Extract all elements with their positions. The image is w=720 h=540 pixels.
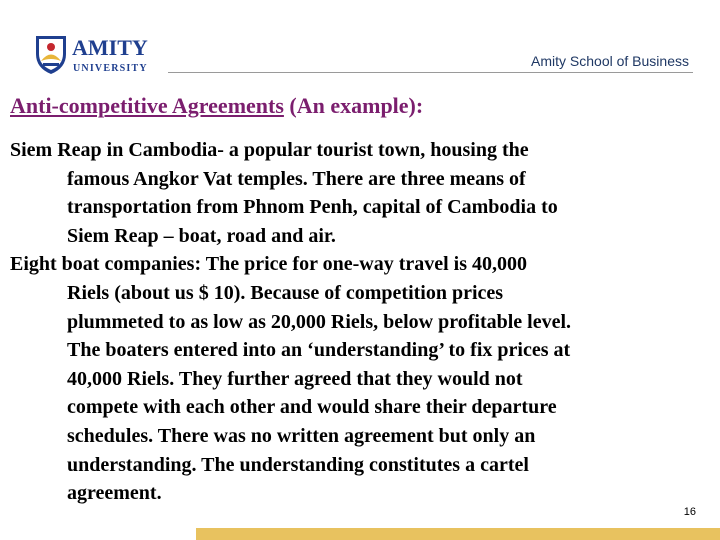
text-line: compete with each other and would share their departure <box>67 396 557 419</box>
text-line: Siem Reap in Cambodia- a popular tourist town, housing the <box>10 139 529 161</box>
text-line: schedules. There was no written agreement but only an <box>67 424 536 447</box>
slide-title-rest: (An example): <box>283 93 424 118</box>
footer-accent-bar <box>196 528 720 540</box>
school-name: Amity School of Business <box>531 53 689 69</box>
header-divider <box>168 72 693 73</box>
logo-wordmark: AMITY <box>72 35 148 60</box>
slide-title <box>10 92 423 120</box>
page-number: 16 <box>683 506 696 518</box>
logo-subtitle: UNIVERSITY <box>73 63 148 74</box>
text-line: Siem Reap – boat, road and air. <box>67 224 336 247</box>
text-line: understanding. The understanding constitutes a cartel <box>67 453 529 476</box>
text-line: agreement. <box>67 482 162 505</box>
paragraph-siem-reap <box>10 136 700 250</box>
amity-university-logo <box>30 30 160 80</box>
slide-body <box>10 136 700 508</box>
slide-title-underlined: Anti-competitive Agreements <box>10 93 284 118</box>
logo-emblem-icon <box>36 36 66 74</box>
paragraph-boat-companies <box>10 250 700 507</box>
text-line: plummeted to as low as 20,000 Riels, below profitable level. <box>67 310 572 333</box>
text-line: Riels (about us $ 10). Because of competition prices <box>67 281 504 304</box>
text-line: transportation from Phnom Penh, capital of Cambodia to <box>67 196 558 219</box>
text-line: The boaters entered into an ‘understanding’ to fix prices at <box>67 339 571 362</box>
text-line: Eight boat companies: The price for one-way travel is 40,000 <box>10 253 528 276</box>
text-line: 40,000 Riels. They further agreed that they would not <box>67 367 523 390</box>
text-line: famous Angkor Vat temples. There are three means of <box>67 167 526 190</box>
